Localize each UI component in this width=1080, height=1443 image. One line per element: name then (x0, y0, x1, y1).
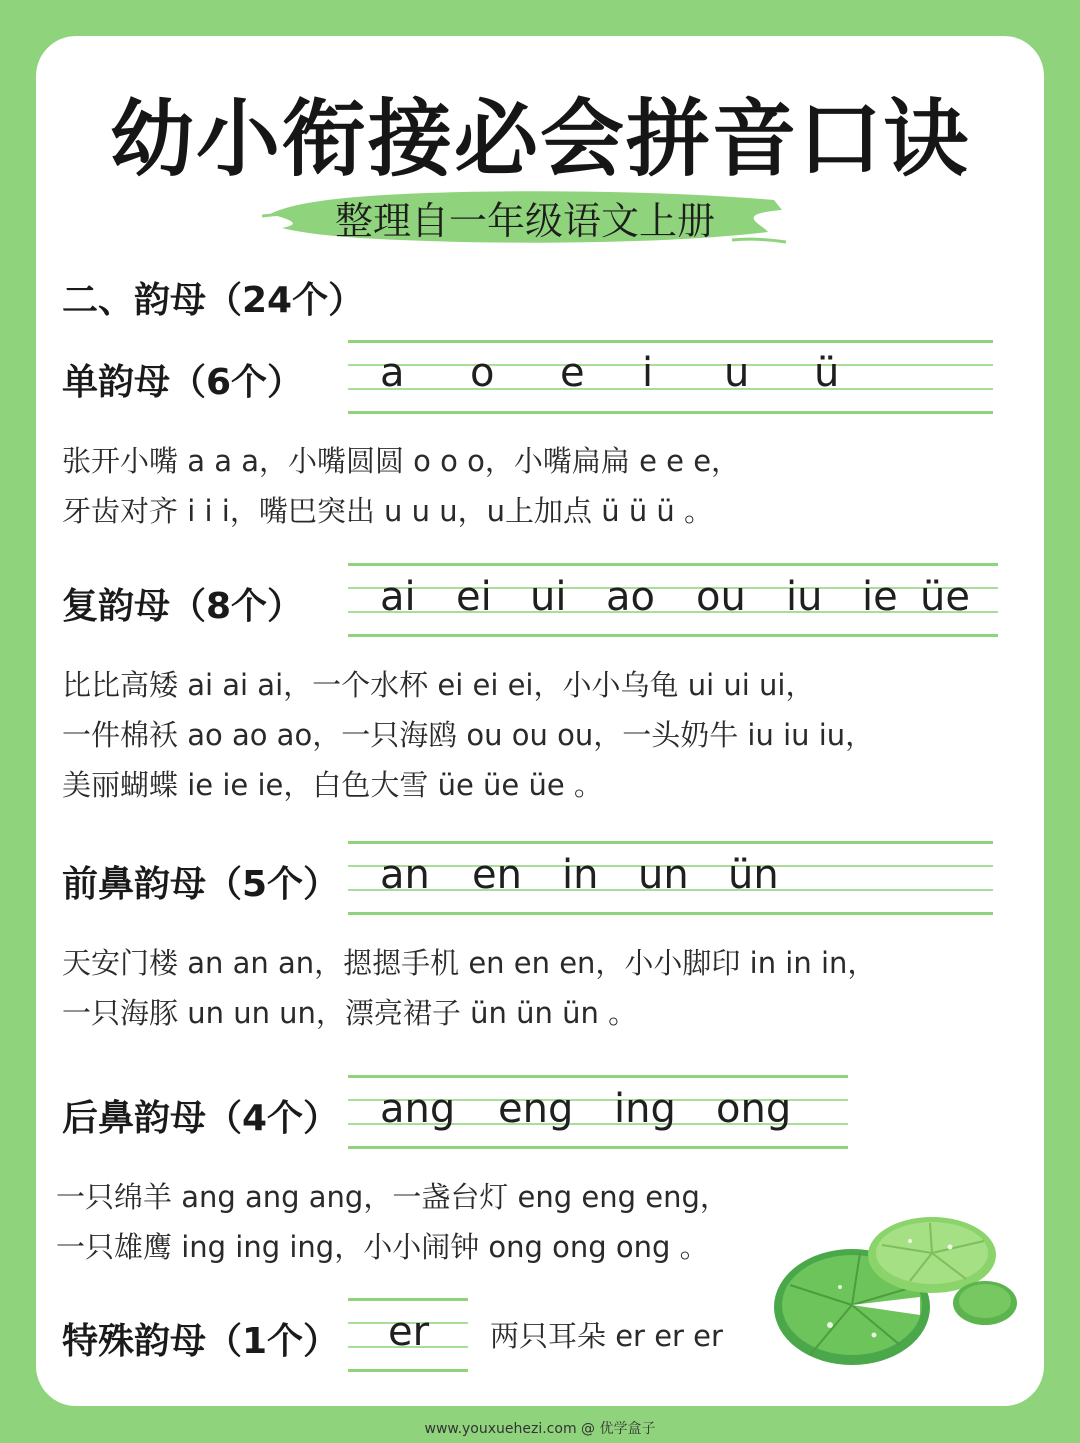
pinyin-letter: i (642, 350, 654, 396)
lotus-leaf-illustration (770, 1205, 1030, 1385)
pinyin-letter: üe (920, 574, 970, 620)
pinyin-letters (380, 574, 970, 620)
rhyme-line: 张开小嘴 a a a，小嘴圆圆 o o o，小嘴扁扁 e e e， (62, 444, 741, 478)
rhyme-text (56, 1172, 729, 1272)
pinyin-letters (380, 350, 839, 396)
rhyme-text (62, 660, 874, 810)
group-label-front-nasal-finals: 前鼻韵母（5个） (62, 864, 340, 905)
pinyin-letter: ün (728, 852, 779, 898)
pinyin-letter: ei (456, 574, 492, 620)
pinyin-letters (380, 1086, 791, 1132)
rhyme-line: 比比高矮 ai ai ai，一个水杯 ei ei ei，小小乌龟 ui ui ui， (62, 668, 815, 702)
subtitle: 整理自一年级语文上册 (334, 199, 715, 243)
pinyin-letter: ai (380, 574, 416, 620)
pinyin-letter: un (638, 852, 689, 898)
pinyin-letter: ao (606, 574, 655, 620)
rhyme-line: 两只耳朵 er er er (490, 1319, 723, 1353)
pinyin-letter: e (560, 350, 585, 396)
pinyin-letter: a (380, 350, 405, 396)
pinyin-letter: ang (380, 1086, 456, 1132)
pinyin-letter: ong (716, 1086, 792, 1132)
pinyin-letter: er (388, 1309, 430, 1355)
group-label-back-nasal-finals: 后鼻韵母（4个） (62, 1098, 340, 1139)
pinyin-letter: eng (498, 1086, 574, 1132)
rhyme-text (62, 436, 740, 536)
pinyin-letter: o (470, 350, 495, 396)
pinyin-letter: ui (530, 574, 567, 620)
group-label-single-finals: 单韵母（6个） (62, 362, 304, 403)
pinyin-letter: iu (786, 574, 823, 620)
section-heading: 二、韵母（24个） (62, 280, 365, 321)
footer-source: www.youxuehezi.com @ 优学盒子 (424, 1421, 656, 1437)
rhyme-text (62, 938, 876, 1038)
rhyme-line: 天安门楼 an an an，摁摁手机 en en en，小小脚印 in in in， (62, 946, 877, 980)
rhyme-line: 美丽蝴蝶 ie ie ie，白色大雪 üe üe üe 。 (62, 768, 603, 802)
page-title: 幼小衔接必会拼音口诀 (109, 90, 970, 188)
rhyme-line: 一只海豚 un un un，漂亮裙子 ün ün ün 。 (62, 996, 638, 1030)
pinyin-letter: ou (696, 574, 746, 620)
pinyin-letter: ie (862, 574, 898, 620)
rhyme-line: 一件棉袄 ao ao ao，一只海鸥 ou ou ou，一头奶牛 iu iu iu， (62, 718, 875, 752)
rhyme-line: 一只雄鹰 ing ing ing，小小闹钟 ong ong ong 。 (56, 1230, 709, 1264)
pinyin-letter: in (562, 852, 599, 898)
group-label-special-finals: 特殊韵母（1个） (62, 1321, 340, 1362)
pinyin-letter: an (380, 852, 430, 898)
pinyin-letter: en (472, 852, 522, 898)
pinyin-letter: ü (814, 350, 840, 396)
rhyme-line: 牙齿对齐 i i i，嘴巴突出 u u u，u上加点 ü ü ü 。 (62, 494, 714, 528)
group-label-compound-finals: 复韵母（8个） (62, 586, 304, 627)
pinyin-letter: ing (614, 1086, 676, 1132)
pinyin-letters (388, 1309, 429, 1355)
pinyin-letter: u (724, 350, 750, 396)
pinyin-letters (380, 852, 779, 898)
rhyme-line: 一只绵羊 ang ang ang，一盏台灯 eng eng eng， (56, 1180, 729, 1214)
